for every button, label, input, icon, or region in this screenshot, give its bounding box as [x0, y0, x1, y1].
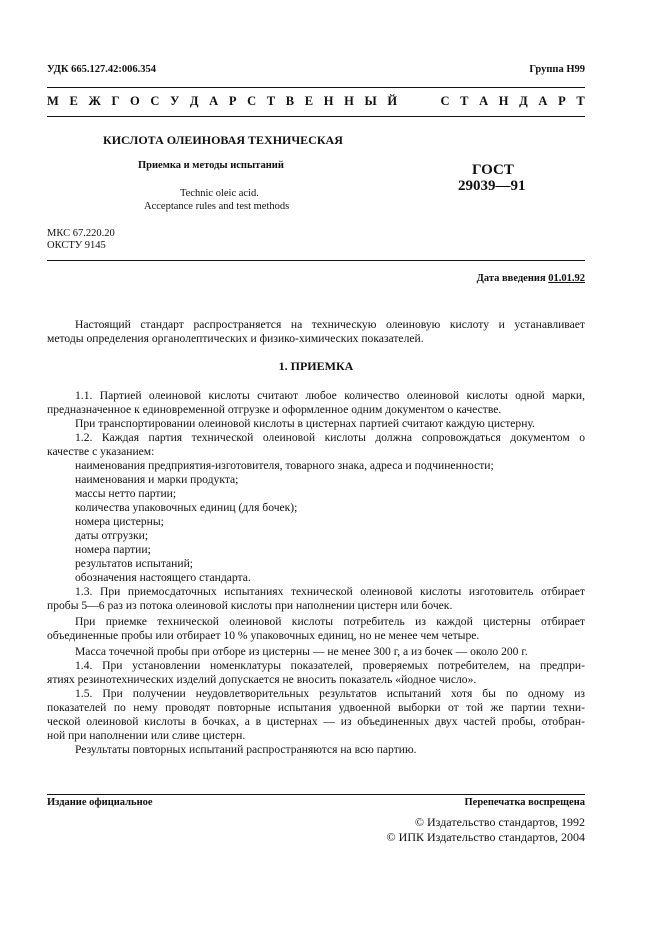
udk-code: УДК 665.127.42:006.354: [47, 64, 156, 75]
section-1-line: качестве с указанием:: [47, 445, 155, 458]
gost-label: ГОСТ: [472, 162, 514, 178]
banner-letter: Ы: [364, 94, 377, 108]
section-1-line: результатов испытаний;: [75, 557, 194, 570]
banner-letter: Е: [304, 94, 314, 108]
section-1-line: 1.1. Партией олеиновой кислоты считают любое количество олеиновой кислоты одной марки,: [75, 389, 585, 402]
section-1-line: 1.5. При получении неудовлетворительных результатов испытаний хотя бы по одному из: [75, 687, 585, 700]
section-1-line: наименования и марки продукта;: [75, 473, 239, 486]
document-title: КИСЛОТА ОЛЕИНОВАЯ ТЕХНИЧЕСКАЯ: [103, 133, 343, 147]
banner-word-gap: [408, 94, 430, 109]
section-1-line: обозначения настоящего стандарта.: [75, 571, 251, 584]
section-1-line: массы нетто партии;: [75, 487, 177, 500]
section-1-line: Результаты повторных испытаний распространяются на всю партию.: [75, 743, 417, 756]
banner-letter: Г: [111, 94, 120, 108]
section-1-line: наименования предприятия-изготовителя, товарного знака, адреса и подчиненности;: [75, 459, 494, 472]
preamble-line: Настоящий стандарт распространяется на техническую олеиновую кислоту и устанавливает: [75, 318, 585, 331]
mks-code: МКС 67.220.20: [47, 228, 115, 239]
english-title-line1: Technic oleic acid.: [180, 188, 259, 199]
banner-letter: Н: [498, 94, 509, 108]
section-1-line: номера партии;: [75, 543, 151, 556]
banner-top-rule: [47, 87, 585, 88]
introduction-date-label: Дата введения: [476, 273, 546, 284]
section-1-line: ческой олеиновой кислоты в бочках, а в цистернах — из объединенных двух частей пробы, отобран-: [47, 715, 585, 728]
banner-letter: С: [440, 94, 450, 108]
section-1-line: количества упаковочных единиц (для бочек);: [75, 501, 298, 514]
banner-letter: Т: [266, 94, 276, 108]
banner-letter: Д: [189, 94, 199, 108]
section-1-line: предназначенное к единовременной отгрузке и оформленное одним документом о качестве.: [47, 403, 502, 416]
preamble: [47, 318, 585, 346]
banner-letter: Т: [576, 94, 585, 108]
banner-letter: А: [538, 94, 548, 108]
section-1-line: 1.2. Каждая партия технической олеиновой кислоты должна сопровождаться документом о: [75, 431, 585, 444]
banner-letter: Д: [519, 94, 528, 108]
section-1-line: даты отгрузки;: [75, 529, 149, 542]
banner-letter: М: [47, 94, 59, 108]
banner-letter: Р: [228, 94, 237, 108]
gost-number: 29039—91: [458, 178, 526, 194]
banner-letter: О: [130, 94, 140, 108]
copyright-line-1: © Издательство стандартов, 1992: [414, 815, 585, 829]
banner-letter: Н: [323, 94, 334, 108]
banner-letter: Ж: [88, 94, 101, 108]
group-code: Группа Н99: [529, 64, 585, 75]
section-1-body: [47, 389, 585, 757]
banner-letter: А: [209, 94, 219, 108]
banner-letter: А: [479, 94, 489, 108]
okstu-code: ОКСТУ 9145: [47, 240, 106, 251]
title-block-rule: [47, 260, 585, 261]
official-edition-label: Издание официальное: [47, 797, 153, 808]
section-1-line: номера цистерны;: [75, 515, 164, 528]
interstate-standard-banner: [47, 94, 585, 109]
reprint-prohibited-label: Перепечатка воспрещена: [464, 797, 585, 808]
introduction-date-value: 01.01.92: [548, 273, 585, 284]
section-1-line: При транспортировании олеиновой кислоты в цистернах партией считают каждую цистерну.: [75, 417, 535, 430]
section-1-line: ятиях резинотехнических изделий допускается не вносить показатель «йодное число».: [47, 673, 477, 686]
banner-letter: В: [285, 94, 295, 108]
footer-rule: [47, 794, 585, 795]
section-1-heading: 1. ПРИЕМКА: [278, 359, 354, 373]
english-title-line2: Acceptance rules and test methods: [144, 201, 290, 212]
section-1-line: ной при наполнении или сливе цистерн.: [47, 729, 246, 742]
section-1-line: 1.4. При установлении номенклатуры показателей, проверяемых потребителем, на предпри-: [75, 659, 585, 672]
section-1-line: 1.3. При приемосдаточных испытаниях технической олеиновой кислоты изготовитель отбирает: [75, 585, 585, 598]
banner-letter: С: [247, 94, 257, 108]
banner-letter: С: [150, 94, 160, 108]
banner-letter: Т: [460, 94, 469, 108]
banner-letter: Р: [558, 94, 566, 108]
banner-bottom-rule: [47, 116, 585, 117]
copyright-line-2: © ИПК Издательство стандартов, 2004: [386, 830, 585, 844]
banner-letter: Й: [387, 94, 398, 108]
banner-letter: Н: [344, 94, 354, 108]
preamble-line: методы определения органолептических и физико-химических показателей.: [47, 332, 424, 345]
section-1-line: Масса точечной пробы при отборе из цистерны — не менее 300 г, а из бочек — около 200 г.: [75, 645, 528, 658]
section-1-line: объединенные пробы или отбирает 10 % упаковочных единиц, но не менее чем четыре.: [47, 629, 480, 642]
section-1-line: При приемке технической олеиновой кислоты потребитель из каждой цистерны отбирает: [75, 615, 585, 628]
section-1-line: показателей по нему проводят повторные испытания удвоенной выборки от той же партии техни-: [47, 701, 585, 714]
banner-letter: Е: [69, 94, 78, 108]
document-subtitle: Приемка и методы испытаний: [138, 160, 284, 171]
introduction-date: [477, 273, 585, 284]
banner-letter: У: [170, 94, 180, 108]
section-1-line: пробы 5—6 раз из потока олеиновой кислоты при наполнении цистерн или бочек.: [47, 599, 453, 612]
